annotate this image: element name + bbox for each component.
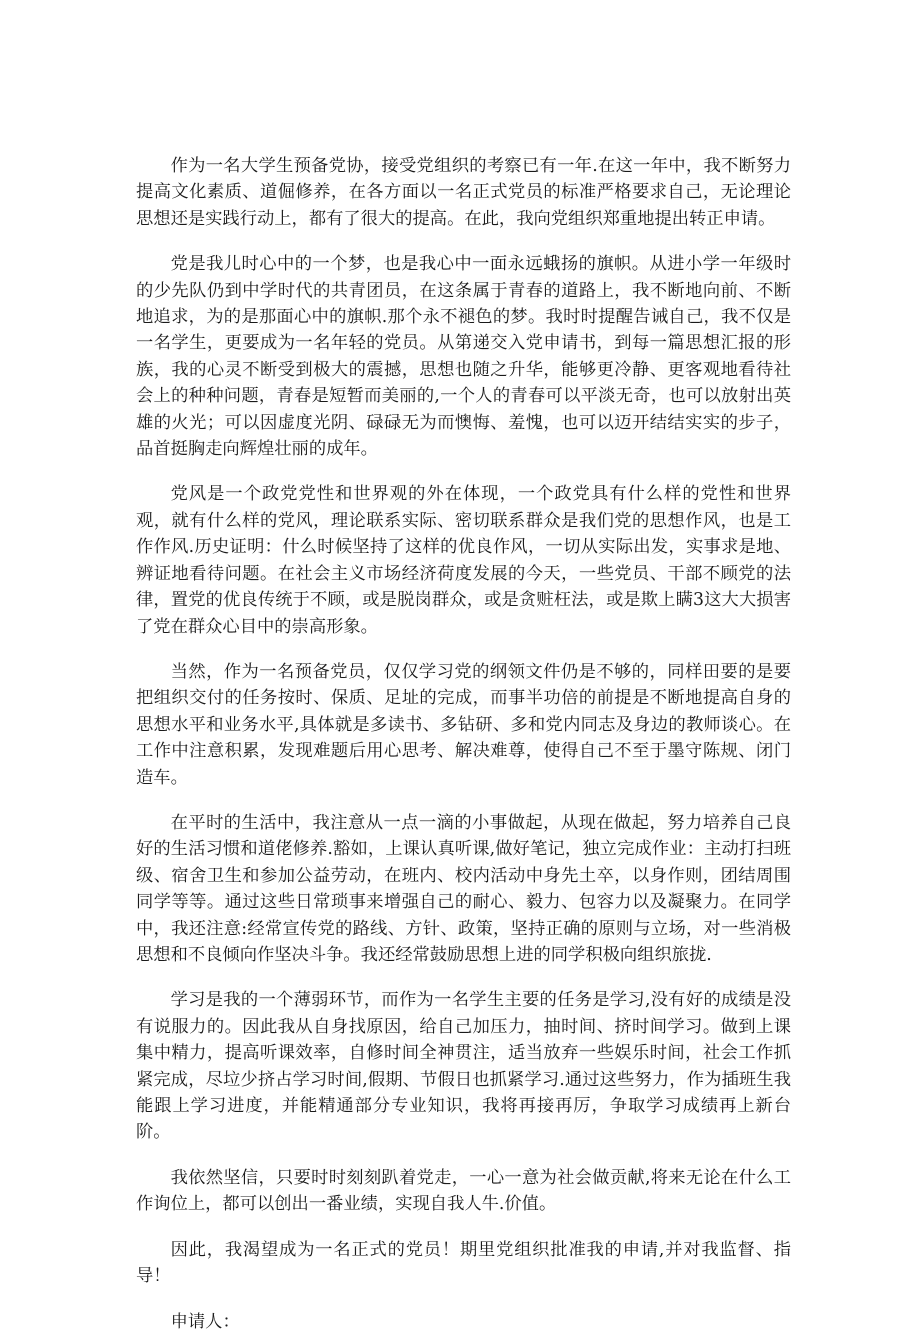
- applicant-signature-label: 申请人：: [170, 1312, 240, 1333]
- paragraph-belief: 我依然坚信，只要时时刻刻趴着党走，一心一意为社会做贡献,将来无论在什么工作询位上，都可以创出一番业绩，实现自我人牛.价值。: [136, 1167, 791, 1215]
- paragraph-request: 因此，我渴望成为一名正式的党员！期里党组织批准我的申请,并对我监督、指导！: [136, 1239, 791, 1287]
- paragraph-daily-life: 在平时的生活中，我注意从一点一滴的小事做起，从现在做起，努力培养自己良好的生活习惯和道佬修养.豁如，上课认真听课,做好笔记，独立完成作业：主动打扫班级、宿舍卫生和参加公益劳动，在班内、校内活动中身先土卒，以身作则，团结周围同学等等。通过这些日常琐事来增强自己的耐心、毅力、包容力以及凝聚力。在同学中，我还注意:经常宣传党的路线、方针、政策，坚持正确的原则与立场，对一些消极思想和不良倾向作坚决斗争。我还经常鼓励思想上进的同学积极向组织旅拢.: [136, 812, 791, 965]
- paragraph-dream: 党是我儿时心中的一个梦，也是我心中一面永远蛾扬的旗帜。从进小学一年级时的少先队仍到中学时代的共青团员，在这条属于青春的道路上，我不断地向前、不断地追求，为的是那面心中的旗帜.那个永不褪色的梦。我时时提醒告诫自己，我不仅是一名学生，更要成为一名年轻的党员。从第递交入党申请书，到每一篇思想汇报的形族，我的心灵不断受到极大的震撼，思想也随之升华，能够更冷静、更客观地看待社会上的种种问题，青春是短暂而美丽的,一个人的青春可以平淡无奇，也可以放射出英雄的火光；可以因虚度光阴、碌碌无为而懊悔、羞愧，也可以迈开结结实实的步子，品首挺胸走向辉煌壮丽的成年。: [136, 254, 791, 460]
- paragraph-party-style: 党风是一个政党党性和世界观的外在体现，一个政党具有什么样的党性和世界观，就有什么样的党风，理论联系实际、密切联系群众是我们党的思想作风，也是工作作风.历史证明：什么时候坚持了这样的优良作风，一切从实际出发，实事求是地、辨证地看待问题。在社会主义市场经济荷度发展的今天，一些党员、干部不顾党的法律，置党的优良传统于不顾，或是脱岗群众，或是贪赃枉法，或是欺上瞒3这大大损害了党在群众心目中的崇高形象。: [136, 484, 791, 637]
- document-body: [136, 153, 791, 1336]
- paragraph-study: 学习是我的一个薄弱环节，而作为一名学生主要的任务是学习,没有好的成绩是没有说服力的。因此我从自身找原因，给自己加压力，抽时间、挤时间学习。做到上课集中精力，提高听课效率，自修时间全神贯注，适当放弃一些娱乐时间，社会工作抓紧完成，尽垃少挤占学习时间,假期、节假日也抓紧学习.通过这些努力，作为插班生我能跟上学习进度，并能精通部分专业知识，我将再接再厉，争取学习成绩再上新台阶。: [136, 990, 791, 1143]
- paragraph-intro: 作为一名大学生预备党协，接受党组织的考察已有一年.在这一年中，我不断努力提高文化素质、道倔修养，在各方面以一名正式党员的标准严格要求自己，无论理论思想还是实践行动上，都有了很大的提高。在此，我向党组织郑重地提出转正申请。: [136, 156, 791, 229]
- paragraph-work: 当然，作为一名预备党员，仅仅学习党的纲领文件仍是不够的，同样田要的是要把组织交付的任务按时、保质、足址的完成，而事半功倍的前提是不断地提高自身的思想水平和业务水平,具体就是多读书、多钻研、多和党内同志及身边的教师谈心。在工作中注意积累，发现难题后用心思考、解决难尊，使得自己不至于墨守陈规、闭门造车。: [136, 661, 791, 788]
